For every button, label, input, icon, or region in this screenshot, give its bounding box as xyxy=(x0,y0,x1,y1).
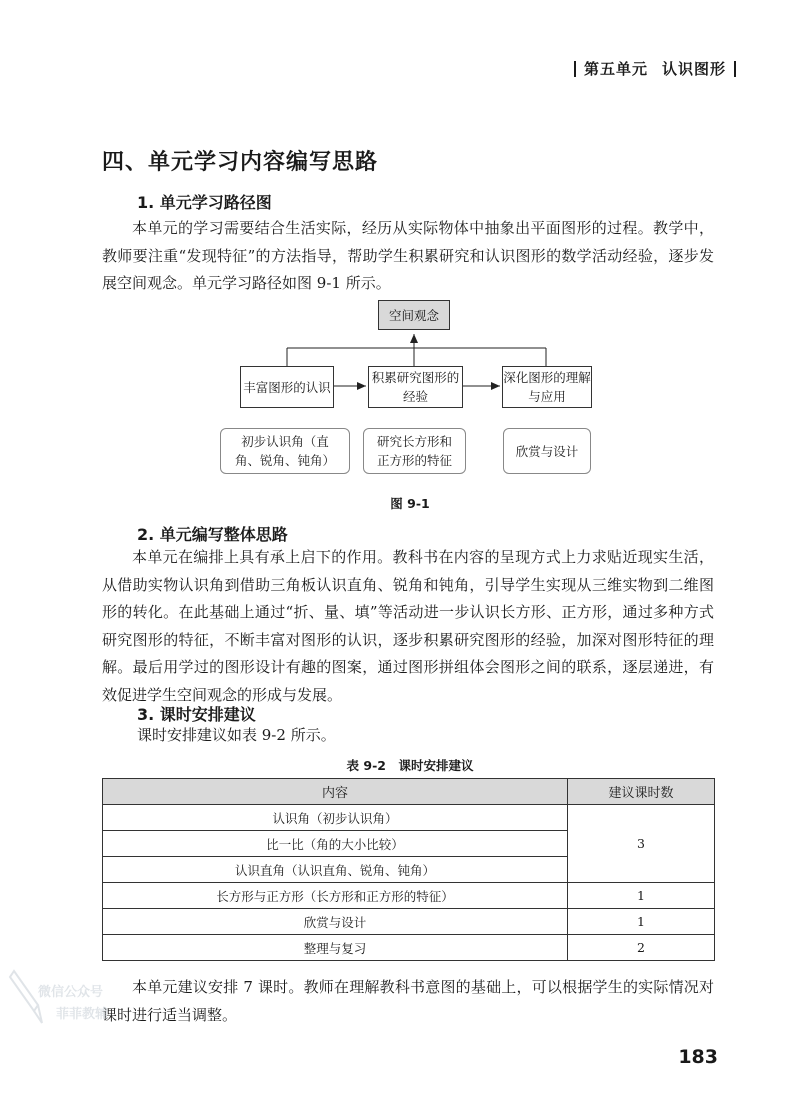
diagram-node-accumulate: 积累研究图形的经验 xyxy=(368,366,463,408)
table-cell-hours: 2 xyxy=(568,935,715,961)
table-cell-content: 整理与复习 xyxy=(103,935,568,961)
table-cell-content: 认识直角（认识直角、锐角、钝角） xyxy=(103,857,568,883)
watermark-line-1: 微信公众号 xyxy=(38,985,104,1000)
subsection-title-3: 3. 课时安排建议 xyxy=(137,705,256,724)
paragraph-table-intro: 课时安排建议如表 9-2 所示。 xyxy=(137,726,336,744)
schedule-table xyxy=(102,778,715,961)
page-number: 183 xyxy=(678,1046,718,1068)
table-cell-content: 欣赏与设计 xyxy=(103,909,568,935)
paragraph-closing: 本单元建议安排 7 课时。教师在理解教科书意图的基础上，可以根据学生的实际情况对课时进行适当调整。 xyxy=(102,978,714,1024)
table-row xyxy=(103,909,715,935)
pencil-icon xyxy=(8,965,48,1035)
diagram-node-spatial-concept: 空间观念 xyxy=(378,300,450,330)
subsection-title-1: 1. 单元学习路径图 xyxy=(137,193,272,212)
table-cell-hours: 1 xyxy=(568,883,715,909)
paragraph-learning-path: 本单元的学习需要结合生活实际，经历从实际物体中抽象出平面图形的过程。教学中，教师要注重“发现特征”的方法指导，帮助学生积累研究和认识图形的数学活动经验，逐步发展空间观念。单元学习路径如图 9-1 所示。 xyxy=(102,219,714,292)
table-caption: 表 9-2 课时安排建议 xyxy=(346,758,474,773)
diagram-node-appreciate: 欣赏与设计 xyxy=(503,428,591,474)
column-header-hours: 建议课时数 xyxy=(568,779,715,805)
diagram-node-angles: 初步认识角（直角、锐角、钝角） xyxy=(220,428,350,474)
diagram-node-enrich: 丰富图形的认识 xyxy=(240,366,334,408)
table-row xyxy=(103,935,715,961)
table-cell-content: 认识角（初步认识角） xyxy=(103,805,568,831)
diagram-node-rect-square: 研究长方形和正方形的特征 xyxy=(363,428,466,474)
figure-caption: 图 9-1 xyxy=(390,496,430,511)
running-head-title: 认识图形 xyxy=(661,60,726,78)
subsection-title-2: 2. 单元编写整体思路 xyxy=(137,525,288,544)
table-row xyxy=(103,805,715,831)
table-row xyxy=(103,883,715,909)
table-cell-content: 比一比（角的大小比较） xyxy=(103,831,568,857)
paragraph-overall-idea: 本单元在编排上具有承上启下的作用。教科书在内容的呈现方式上力求贴近现实生活，从借助实物认识角到借助三角板认识直角、锐角和钝角，引导学生实现从三维实物到二维图形的转化。在此基础上通过“折、量、填”等活动进一步认识长方形、正方形，通过多种方式研究图形的特征，不断丰富对图形的认识，逐步积累研究图形的经验，加深对图形特征的理解。最后用学过的图形设计有趣的图案，通过图形拼组体会图形之间的联系，逐层递进，有效促进学生空间观念的形成与发展。 xyxy=(102,548,714,704)
column-header-content: 内容 xyxy=(103,779,568,805)
watermark-line-2: 菲菲教辅 xyxy=(56,1007,109,1022)
diagram-node-deepen: 深化图形的理解与应用 xyxy=(502,366,592,408)
table-header-row xyxy=(103,779,715,805)
watermark xyxy=(8,965,138,1045)
section-title: 四、单元学习内容编写思路 xyxy=(102,150,379,175)
table-cell-hours: 3 xyxy=(568,805,715,883)
running-head-unit: 第五单元 xyxy=(583,60,648,78)
table-cell-content: 长方形与正方形（长方形和正方形的特征） xyxy=(103,883,568,909)
table-cell-hours: 1 xyxy=(568,909,715,935)
